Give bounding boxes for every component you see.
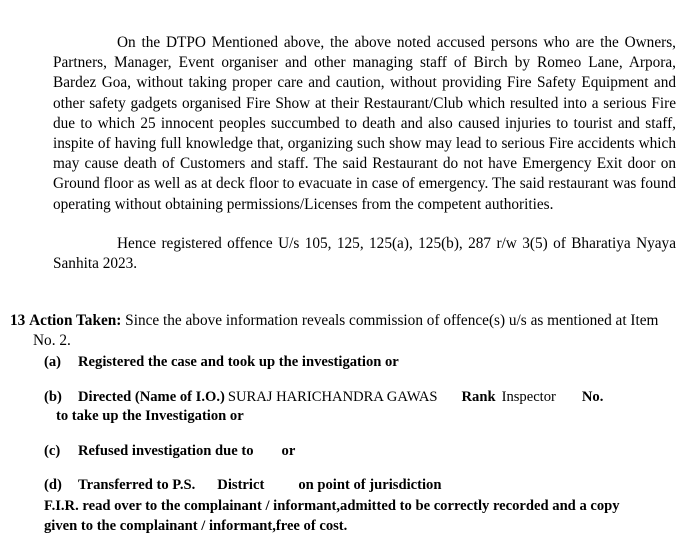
action-option-b-body: [44, 389, 676, 426]
action-option-d-marker: (d): [44, 477, 62, 493]
fir-declaration-line-2: given to the complainant / informant,free of cost.: [44, 517, 348, 534]
action-option-b[interactable]: [44, 388, 676, 426]
rank-label: Rank: [461, 389, 496, 405]
action-option-a-marker: (a): [44, 354, 62, 370]
jurisdiction-text: on point of jurisdiction: [298, 477, 442, 493]
refused-investigation-conjunction: or: [281, 443, 296, 459]
refused-investigation-text: Refused investigation due to: [78, 443, 254, 459]
action-options-list: [44, 353, 676, 495]
narrative-section: [53, 33, 676, 274]
action-taken-heading: [10, 311, 676, 351]
action-option-c-marker: (c): [44, 443, 61, 459]
action-option-a-text: Registered the case and took up the investigation or: [78, 354, 399, 370]
action-option-a[interactable]: [44, 353, 676, 372]
action-taken-number: 13: [10, 312, 26, 329]
action-option-d-body: [78, 477, 441, 493]
rank-value[interactable]: Inspector: [501, 389, 556, 405]
io-name-value[interactable]: SURAJ HARICHANDRA GAWAS: [227, 389, 438, 405]
action-taken-description: Since the above information reveals commission of offence(s) u/s as mentioned at Item No. 2.: [33, 312, 659, 350]
transferred-to-ps-label: Transferred to P.S.: [78, 477, 196, 493]
action-option-b-continuation: to take up the Investigation or: [56, 408, 244, 424]
action-option-c[interactable]: [44, 442, 676, 461]
io-number-label: No.: [581, 389, 604, 405]
fir-declaration-line-1: F.I.R. read over to the complainant / informant,admitted to be correctly recorded and a copy: [44, 498, 620, 514]
directed-io-label: Directed (Name of I.O.): [78, 389, 225, 405]
fir-declaration-footer: [44, 497, 668, 536]
narrative-paragraph-offence: Hence registered offence U/s 105, 125, 125(a), 125(b), 287 r/w 3(5) of Bharatiya Nyaya Sanhita 2023.: [53, 234, 676, 273]
action-option-d[interactable]: [44, 476, 676, 495]
action-option-b-marker: (b): [44, 389, 62, 405]
action-taken-section: [10, 311, 676, 351]
action-taken-label: Action Taken:: [29, 312, 122, 329]
district-label: District: [217, 477, 265, 493]
narrative-paragraph-incident: On the DTPO Mentioned above, the above noted accused persons who are the Owners, Partners, Manager, Event organiser and other managing staff of Birch by Romeo Lane, Arpora, Bardez Goa, without taking proper care and caution, without providing Fire Safety Equipment and other safety gadgets organised Fire Show at their Restaurant/Club which resulted into a serious Fire due to which 25 innocent peoples succumbed to death and also caused injuries to tourist and staff, inspite of having full knowledge that, organizing such show may lead to serious Fire accidents which may cause death of Customers and staff. The said Restaurant do not have Emergency Exit door on Ground floor as well as at deck floor to evacuate in case of emergency. The said restaurant was found operating without obtaining permissions/Licenses from the competent authorities.: [53, 34, 676, 213]
action-option-c-body: [78, 443, 295, 459]
